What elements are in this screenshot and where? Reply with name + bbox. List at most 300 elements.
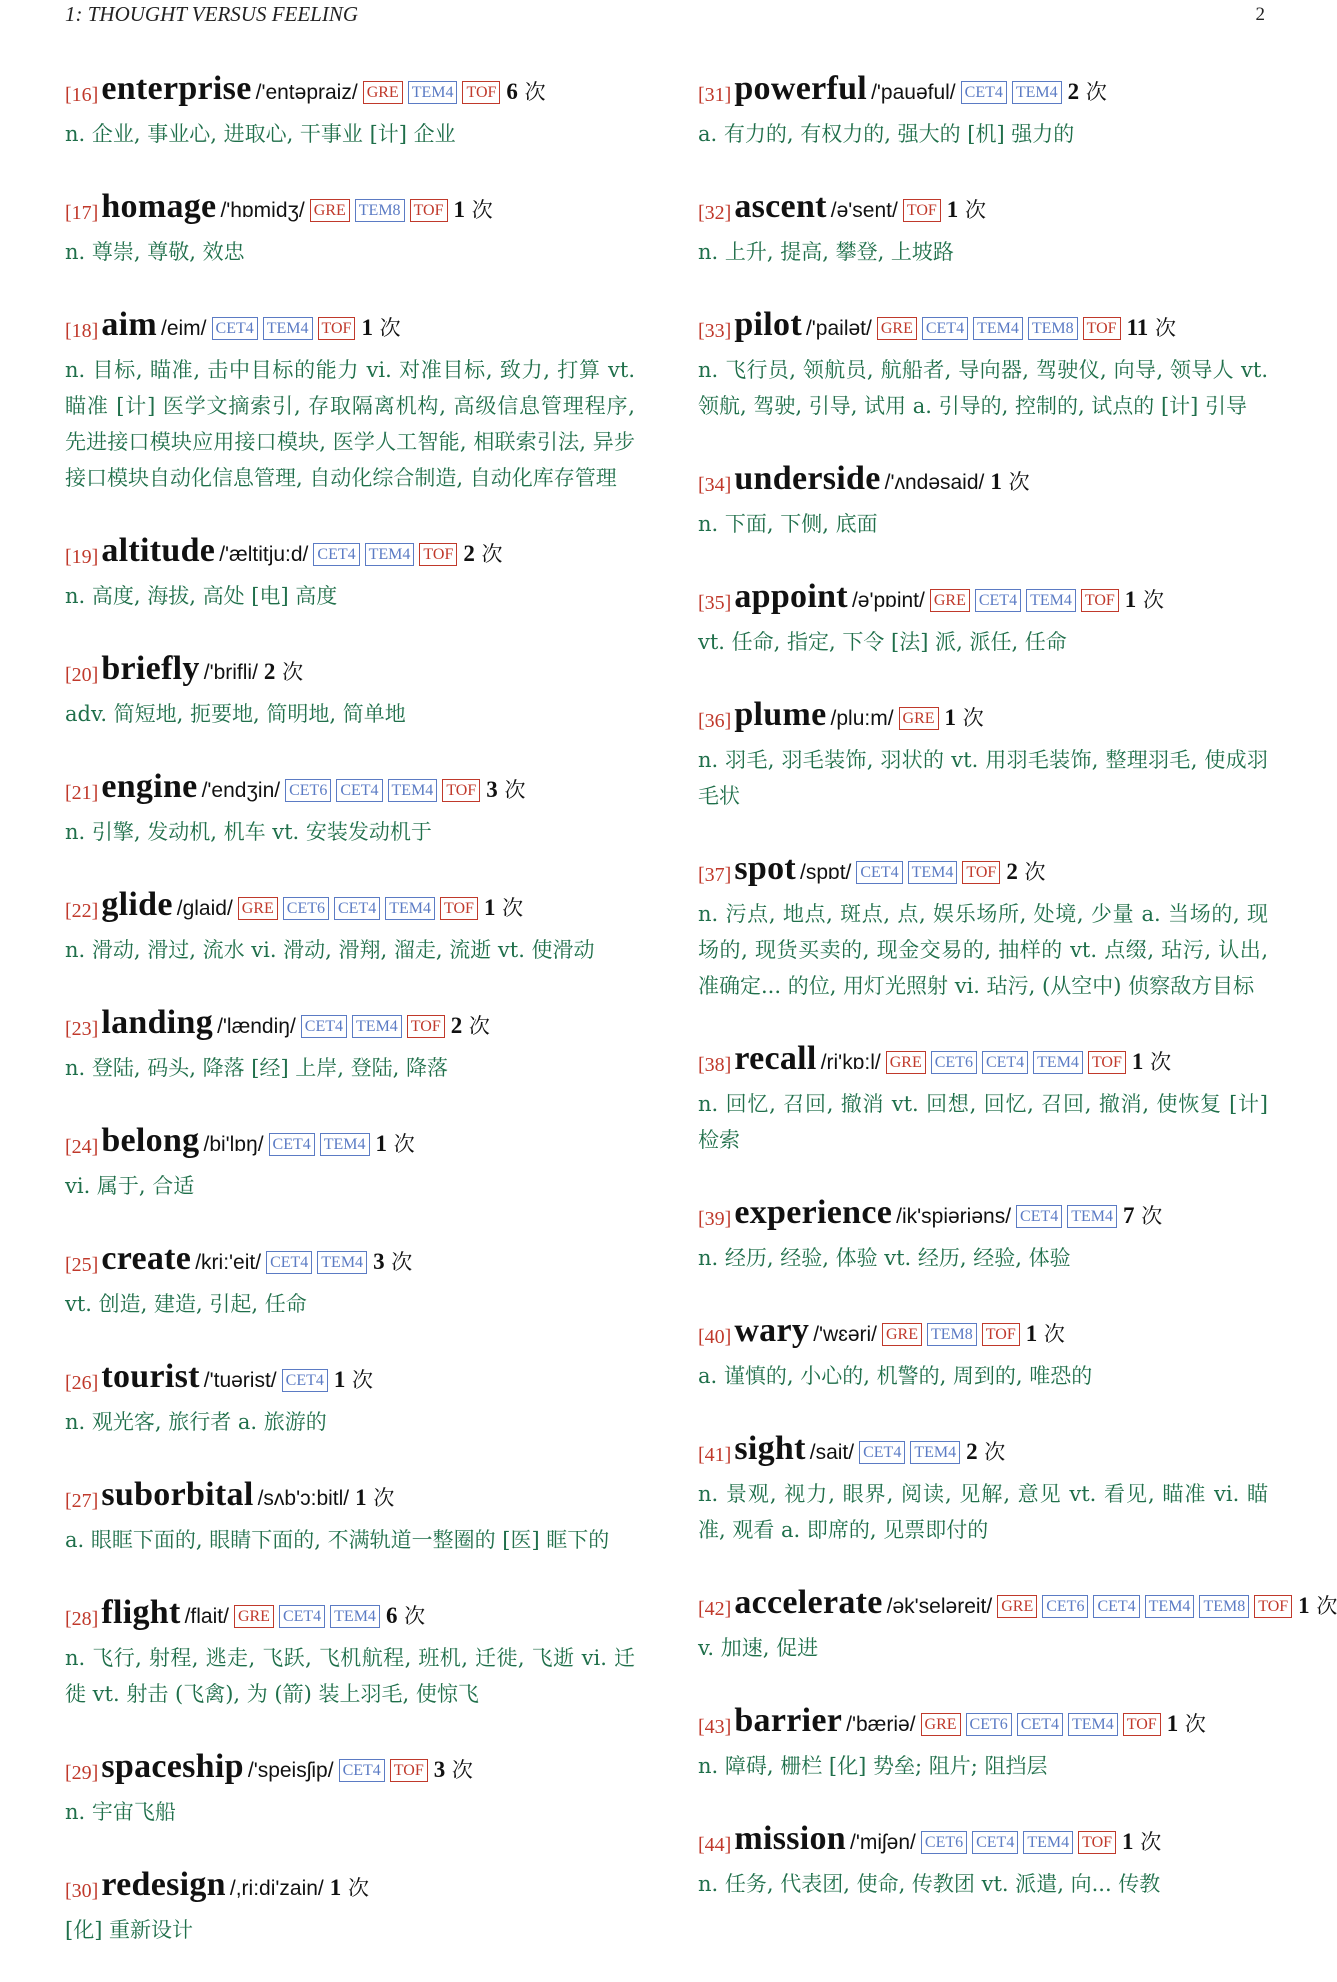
frequency [1068, 80, 1107, 104]
exam-tag-cet4: CET4 [339, 1759, 385, 1782]
phonetic: /'wɛəri/ [813, 1323, 877, 1346]
headword: suborbital [101, 1476, 254, 1513]
definition: n. 回忆, 召回, 撤消 vt. 回想, 回忆, 召回, 撤消, 使恢复 [计] 检索 [698, 1092, 1268, 1152]
headword: landing [101, 1004, 214, 1041]
phonetic: /bi'lɒŋ/ [203, 1133, 264, 1156]
phonetic: /eim/ [161, 317, 207, 340]
frequency [1127, 316, 1176, 340]
entry-index: [32] [698, 202, 732, 224]
exam-tag-gre: GRE [310, 199, 350, 222]
entry-headline [698, 848, 1268, 896]
definition: n. 下面, 下侧, 底面 [698, 512, 878, 536]
frequency-unit: 次 [1024, 860, 1046, 884]
frequency-count: 2 [263, 659, 276, 684]
frequency-count: 2 [450, 1013, 463, 1038]
exam-tag-gre: GRE [899, 707, 939, 730]
frequency [486, 778, 525, 802]
definition: n. 飞行, 射程, 逃走, 飞跃, 飞机航程, 班机, 迁徙, 飞逝 vi. 迁徙 vt. 射击 (飞禽), 为 (箭) 装上羽毛, 使惊飞 [65, 1646, 635, 1706]
headword: spot [734, 850, 796, 887]
headword: powerful [734, 70, 868, 107]
headword: belong [101, 1122, 200, 1159]
entry-index: [30] [65, 1880, 99, 1902]
exam-tag-cet4: CET4 [1017, 1713, 1063, 1736]
exam-tag-tof: TOF [962, 861, 1000, 884]
entry-headline [698, 1700, 1268, 1748]
entry-headline [698, 1038, 1268, 1086]
frequency [1006, 860, 1045, 884]
frequency-unit: 次 [481, 542, 503, 566]
frequency [990, 470, 1029, 494]
frequency-count: 3 [433, 1757, 446, 1782]
exam-tag-cet4: CET4 [1093, 1595, 1139, 1618]
entry-index: [44] [698, 1834, 732, 1856]
vocab-entry [698, 1818, 1268, 1902]
phonetic: /'pauəful/ [871, 81, 956, 104]
entry-index: [18] [65, 320, 99, 342]
vocab-entry [698, 458, 1268, 542]
frequency [1122, 1830, 1161, 1854]
frequency [1123, 1204, 1162, 1228]
frequency [966, 1440, 1005, 1464]
exam-tag-tem4: TEM4 [973, 317, 1023, 340]
frequency [355, 1486, 394, 1510]
frequency [484, 896, 523, 920]
exam-tag-cet4: CET4 [859, 1441, 905, 1464]
frequency-count: 1 [946, 197, 959, 222]
frequency-count: 1 [1166, 1711, 1179, 1736]
frequency-unit: 次 [962, 706, 984, 730]
definition: n. 任务, 代表团, 使命, 传教团 vt. 派遣, 向... 传教 [698, 1872, 1161, 1896]
entry-headline [65, 1238, 635, 1286]
exam-tag-cet4: CET4 [266, 1251, 312, 1274]
definition: n. 飞行员, 领航员, 航船者, 导向器, 驾驶仪, 向导, 领导人 vt. 领航, 驾驶, 引导, 试用 a. 引导的, 控制的, 试点的 [计] 引导 [698, 358, 1268, 418]
frequency [1167, 1712, 1206, 1736]
exam-tag-tem4: TEM4 [1067, 1205, 1117, 1228]
entry-headline [65, 1746, 635, 1794]
headword: ascent [734, 188, 827, 225]
vocab-entry [65, 1864, 635, 1948]
frequency-count: 6 [506, 79, 518, 104]
right-column [698, 68, 1337, 1936]
exam-tag-cet4: CET4 [972, 1831, 1018, 1854]
frequency [945, 706, 984, 730]
definition: n. 障碍, 栅栏 [化] 势垒; 阻片; 阻挡层 [698, 1754, 1048, 1778]
headword: spaceship [101, 1748, 244, 1785]
phonetic: /plu:m/ [830, 707, 894, 730]
exam-tag-cet4: CET4 [269, 1133, 315, 1156]
phonetic: /spɒt/ [800, 861, 852, 884]
exam-tag-tem4: TEM4 [365, 543, 415, 566]
entry-index: [22] [65, 900, 99, 922]
vocab-entry [698, 68, 1268, 152]
headword: aim [101, 306, 157, 343]
frequency-count: 1 [453, 197, 465, 222]
frequency-count: 2 [463, 541, 475, 566]
exam-tag-gre: GRE [921, 1713, 961, 1736]
entry-headline [65, 530, 635, 578]
frequency-count: 1 [483, 895, 496, 920]
phonetic: /glaid/ [176, 897, 233, 920]
exam-tag-tem8: TEM8 [1028, 317, 1078, 340]
frequency-unit: 次 [1008, 470, 1030, 494]
entry-headline [65, 884, 635, 932]
entry-headline [65, 1592, 635, 1640]
exam-tag-cet6: CET6 [966, 1713, 1012, 1736]
exam-tag-tof: TOF [1083, 317, 1121, 340]
vocab-entry [65, 648, 635, 732]
exam-tag-tem4: TEM4 [1033, 1051, 1083, 1074]
frequency-unit: 次 [1043, 1322, 1065, 1346]
headword: enterprise [101, 70, 252, 107]
exam-tag-tof: TOF [1254, 1595, 1292, 1618]
entry-index: [29] [65, 1762, 99, 1784]
frequency-count: 11 [1126, 315, 1149, 340]
frequency [454, 198, 493, 222]
vocab-entry [65, 1120, 635, 1204]
frequency-unit: 次 [451, 1758, 473, 1782]
exam-tag-tof: TOF [440, 897, 478, 920]
vocab-entry [698, 1428, 1268, 1548]
definition: [化] 重新设计 [65, 1918, 194, 1942]
definition: n. 宇宙飞船 [65, 1800, 176, 1824]
frequency-count: 1 [329, 1875, 342, 1900]
definition: n. 观光客, 旅行者 a. 旅游的 [65, 1410, 327, 1434]
headword: tourist [101, 1358, 200, 1395]
definition: a. 有力的, 有权力的, 强大的 [机] 强力的 [698, 122, 1075, 146]
headword: flight [101, 1594, 181, 1631]
vocab-entry [65, 884, 635, 968]
entry-headline [65, 648, 635, 696]
entry-headline [698, 1818, 1268, 1866]
frequency-count: 3 [373, 1249, 385, 1274]
vocab-entry [698, 1582, 1337, 1666]
definition: n. 景观, 视力, 眼界, 阅读, 见解, 意见 vt. 看见, 瞄准 vi. 瞄准, 观看 a. 即席的, 见票即付的 [698, 1482, 1268, 1542]
phonetic: /'speisʃip/ [247, 1759, 334, 1782]
exam-tag-tem4: TEM4 [1068, 1713, 1118, 1736]
frequency-unit: 次 [393, 1132, 415, 1156]
vocab-entry [698, 576, 1268, 660]
frequency-unit: 次 [1085, 80, 1107, 104]
frequency [330, 1876, 369, 1900]
phonetic: /'brifli/ [203, 661, 258, 684]
frequency-unit: 次 [352, 1368, 374, 1392]
frequency-count: 1 [1298, 1593, 1310, 1618]
exam-tag-cet4: CET4 [301, 1015, 347, 1038]
entry-headline [65, 68, 635, 116]
vocab-entry [698, 304, 1268, 424]
definition: n. 经历, 经验, 体验 vt. 经历, 经验, 体验 [698, 1246, 1071, 1270]
exam-tag-gre: GRE [363, 81, 403, 104]
phonetic: /'pailət/ [805, 317, 872, 340]
exam-tag-tem4: TEM4 [1026, 589, 1076, 612]
entry-headline [698, 694, 1268, 742]
frequency [264, 660, 303, 684]
exam-tag-tof: TOF [1088, 1051, 1126, 1074]
frequency [1026, 1322, 1065, 1346]
exam-tag-cet4: CET4 [975, 589, 1021, 612]
exam-tag-tof: TOF [1123, 1713, 1161, 1736]
vocab-entry [698, 848, 1268, 1004]
exam-tag-cet4: CET4 [336, 779, 382, 802]
frequency [334, 1368, 373, 1392]
entry-headline [698, 576, 1268, 624]
headword: engine [101, 768, 198, 805]
entry-headline [698, 458, 1268, 506]
exam-tag-tem4: TEM4 [1023, 1831, 1073, 1854]
exam-tag-tof: TOF [410, 199, 448, 222]
frequency-unit: 次 [373, 1486, 395, 1510]
phonetic: /'æltitju:d/ [219, 543, 309, 566]
entry-index: [38] [698, 1054, 732, 1076]
frequency-unit: 次 [468, 1014, 490, 1038]
phonetic: /'hɒmidʒ/ [220, 199, 305, 222]
exam-tag-tof: TOF [982, 1323, 1020, 1346]
exam-tag-tem8: TEM8 [355, 199, 405, 222]
entry-index: [26] [65, 1372, 99, 1394]
exam-tag-tof: TOF [1078, 1831, 1116, 1854]
exam-tag-cet4: CET4 [1016, 1205, 1062, 1228]
frequency-unit: 次 [1316, 1594, 1337, 1618]
exam-tag-cet4: CET4 [282, 1369, 328, 1392]
headword: altitude [101, 532, 216, 569]
entry-index: [40] [698, 1326, 732, 1348]
definition: n. 目标, 瞄准, 击中目标的能力 vi. 对准目标, 致力, 打算 vt. 瞄准 [计] 医学文摘索引, 存取隔离机构, 高级信息管理程序, 先进接口模块应用接口模块, 医学人工智能, 相联索引法, 异步接口模块自动化信息管理, 自动化综合制造, 自动化库存管理 [65, 358, 635, 490]
entry-index: [36] [698, 710, 732, 732]
frequency-count: 3 [486, 777, 498, 802]
phonetic: /ə'sent/ [830, 199, 898, 222]
frequency-unit: 次 [1141, 1204, 1163, 1228]
frequency-unit: 次 [1150, 1050, 1172, 1074]
entry-headline [698, 1428, 1268, 1476]
frequency [947, 198, 986, 222]
definition: n. 上升, 提高, 攀登, 上坡路 [698, 240, 954, 264]
frequency-unit: 次 [1140, 1830, 1162, 1854]
frequency [1298, 1594, 1337, 1618]
frequency-unit: 次 [347, 1876, 369, 1900]
frequency-unit: 次 [391, 1250, 413, 1274]
exam-tag-tof: TOF [390, 1759, 428, 1782]
entry-headline [698, 1192, 1268, 1240]
frequency [1132, 1050, 1171, 1074]
exam-tag-tem4: TEM4 [1012, 81, 1062, 104]
vocab-entry [698, 1310, 1268, 1394]
headword: plume [734, 696, 827, 733]
entry-index: [25] [65, 1254, 99, 1276]
entry-index: [42] [698, 1598, 732, 1620]
phonetic: /kri:'eit/ [195, 1251, 262, 1274]
frequency-unit: 次 [404, 1604, 426, 1628]
frequency-count: 1 [375, 1131, 388, 1156]
entry-index: [17] [65, 202, 99, 224]
headword: recall [734, 1040, 817, 1077]
frequency [463, 542, 502, 566]
entry-headline [65, 766, 635, 814]
frequency-unit: 次 [504, 778, 526, 802]
vocab-entry [65, 1592, 635, 1712]
exam-tag-tem8: TEM8 [927, 1323, 977, 1346]
frequency-count: 1 [990, 469, 1002, 494]
frequency-count: 1 [1131, 1049, 1144, 1074]
frequency-unit: 次 [964, 198, 986, 222]
entry-index: [19] [65, 546, 99, 568]
exam-tag-cet4: CET4 [961, 81, 1007, 104]
definition: a. 谨慎的, 小心的, 机警的, 周到的, 唯恐的 [698, 1364, 1093, 1388]
entry-index: [31] [698, 84, 732, 106]
definition: a. 眼眶下面的, 眼睛下面的, 不满轨道一整圈的 [医] 眶下的 [65, 1528, 610, 1552]
exam-tag-tem4: TEM4 [385, 897, 435, 920]
frequency-count: 1 [1122, 1829, 1134, 1854]
phonetic: /'miʃən/ [850, 1831, 916, 1854]
frequency [506, 80, 545, 104]
frequency-count: 2 [966, 1439, 978, 1464]
frequency-count: 1 [1124, 587, 1137, 612]
exam-tag-gre: GRE [886, 1051, 926, 1074]
headword: barrier [734, 1702, 843, 1739]
vocab-entry [65, 1474, 635, 1558]
vocab-entry [65, 1746, 635, 1830]
frequency-unit: 次 [1142, 588, 1164, 612]
frequency-unit: 次 [1184, 1712, 1206, 1736]
exam-tag-tof: TOF [419, 543, 457, 566]
exam-tag-gre: GRE [882, 1323, 922, 1346]
entry-headline [65, 1864, 635, 1912]
entry-headline [65, 1474, 635, 1522]
entry-headline [698, 1582, 1337, 1630]
frequency-unit: 次 [1154, 316, 1176, 340]
exam-tag-tof: TOF [318, 317, 356, 340]
frequency [373, 1250, 412, 1274]
vocab-entry [65, 304, 635, 496]
exam-tag-cet4: CET4 [982, 1051, 1028, 1074]
headword: mission [734, 1820, 847, 1857]
frequency-unit: 次 [282, 660, 304, 684]
left-column [65, 68, 635, 1982]
frequency-unit: 次 [502, 896, 524, 920]
entry-index: [43] [698, 1716, 732, 1738]
vocab-entry [65, 766, 635, 850]
phonetic: /'ʌndəsaid/ [884, 471, 985, 494]
frequency-count: 2 [1067, 79, 1080, 104]
entry-index: [34] [698, 474, 732, 496]
entry-headline [698, 68, 1268, 116]
frequency [1125, 588, 1164, 612]
exam-tag-tof: TOF [407, 1015, 445, 1038]
vocab-entry [698, 694, 1268, 814]
exam-tag-cet4: CET4 [313, 543, 359, 566]
entry-headline [65, 1002, 635, 1050]
exam-tag-tem4: TEM4 [910, 1441, 960, 1464]
entry-index: [35] [698, 592, 732, 614]
headword: experience [734, 1194, 893, 1231]
definition: vi. 属于, 合适 [65, 1174, 195, 1198]
vocab-entry [65, 530, 635, 614]
exam-tag-tem4: TEM4 [330, 1605, 380, 1628]
headword: appoint [734, 578, 848, 615]
entry-index: [37] [698, 864, 732, 886]
definition: vt. 任命, 指定, 下令 [法] 派, 派任, 任命 [698, 630, 1067, 654]
vocab-entry [65, 1002, 635, 1086]
exam-tag-cet4: CET4 [856, 861, 902, 884]
exam-tag-tem4: TEM4 [320, 1133, 370, 1156]
exam-tag-cet6: CET6 [931, 1051, 977, 1074]
entry-index: [23] [65, 1018, 99, 1040]
entry-headline [65, 1356, 635, 1404]
vocab-entry [65, 68, 635, 152]
exam-tag-cet4: CET4 [922, 317, 968, 340]
frequency-count: 7 [1123, 1203, 1135, 1228]
frequency [451, 1014, 490, 1038]
definition: n. 高度, 海拔, 高处 [电] 高度 [65, 584, 338, 608]
entry-index: [39] [698, 1208, 732, 1230]
definition: n. 尊崇, 尊敬, 效忠 [65, 240, 245, 264]
headword: glide [101, 886, 173, 923]
phonetic: /,ri:di'zain/ [229, 1877, 324, 1900]
definition: n. 企业, 事业心, 进取心, 干事业 [计] 企业 [65, 122, 456, 146]
exam-tag-tem4: TEM4 [408, 81, 458, 104]
page-header [65, 0, 1265, 30]
headword: homage [101, 188, 217, 225]
headword: accelerate [734, 1584, 883, 1621]
exam-tag-cet6: CET6 [921, 1831, 967, 1854]
exam-tag-cet4: CET4 [279, 1605, 325, 1628]
frequency-unit: 次 [524, 80, 546, 104]
entry-index: [28] [65, 1608, 99, 1630]
exam-tag-gre: GRE [234, 1605, 274, 1628]
headword: create [101, 1240, 192, 1277]
vocab-entry [698, 186, 1268, 270]
vocab-entry [65, 1238, 635, 1322]
exam-tag-cet6: CET6 [285, 779, 331, 802]
exam-tag-cet6: CET6 [1042, 1595, 1088, 1618]
frequency-count: 1 [361, 315, 373, 340]
running-title: 1: THOUGHT VERSUS FEELING [65, 2, 359, 26]
entry-headline [698, 186, 1268, 234]
exam-tag-gre: GRE [238, 897, 278, 920]
frequency-count: 1 [944, 705, 957, 730]
vocab-entry [698, 1038, 1268, 1158]
phonetic: /'endʒin/ [201, 779, 281, 802]
vocab-entry [65, 186, 635, 270]
headword: wary [734, 1312, 810, 1349]
exam-tag-tof: TOF [1081, 589, 1119, 612]
phonetic: /'bæriə/ [846, 1713, 916, 1736]
definition: n. 污点, 地点, 斑点, 点, 娱乐场所, 处境, 少量 a. 当场的, 现场的, 现货买卖的, 现金交易的, 抽样的 vt. 点缀, 玷污, 认出, 准确定... 的位, 用灯光照射 vi. 玷污, (从空中) 侦察敌方目标 [698, 902, 1268, 998]
exam-tag-tem4: TEM4 [908, 861, 958, 884]
entry-headline [698, 1310, 1268, 1358]
definition: adv. 简短地, 扼要地, 简明地, 简单地 [65, 702, 406, 726]
definition: n. 滑动, 滑过, 流水 vi. 滑动, 滑翔, 溜走, 流逝 vt. 使滑动 [65, 938, 595, 962]
entry-index: [20] [65, 664, 99, 686]
entry-headline [65, 1120, 635, 1168]
headword: redesign [101, 1866, 226, 1903]
frequency [434, 1758, 473, 1782]
phonetic: /flait/ [184, 1605, 229, 1628]
vocab-entry [698, 1700, 1268, 1784]
phonetic: /ri'kɒ:l/ [820, 1051, 881, 1074]
exam-tag-tem8: TEM8 [1199, 1595, 1249, 1618]
headword: pilot [734, 306, 802, 343]
vocab-entry [698, 1192, 1268, 1276]
entry-index: [24] [65, 1136, 99, 1158]
phonetic: /'tuərist/ [203, 1369, 277, 1392]
definition: vt. 创造, 建造, 引起, 任命 [65, 1292, 307, 1316]
definition: n. 引擎, 发动机, 机车 vt. 安装发动机于 [65, 820, 432, 844]
entry-headline [65, 186, 635, 234]
frequency [386, 1604, 425, 1628]
headword: sight [734, 1430, 806, 1467]
phonetic: /'entəpraiz/ [255, 81, 358, 104]
headword: underside [734, 460, 881, 497]
